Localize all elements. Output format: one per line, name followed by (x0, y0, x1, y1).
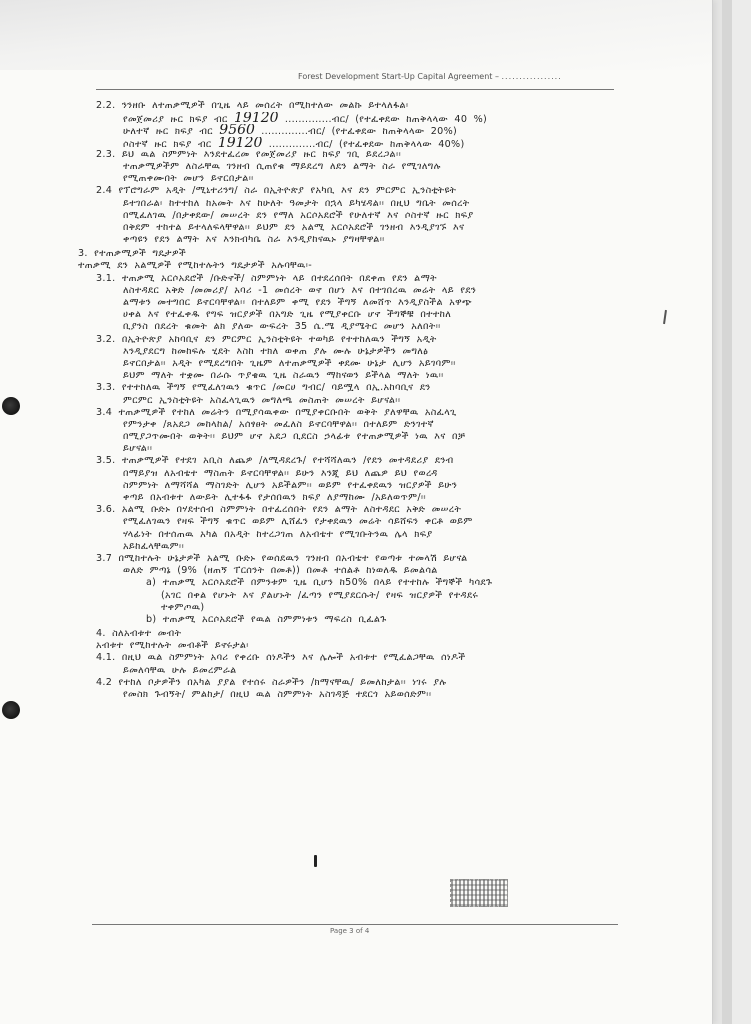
clause-3-1-line: ለስተዳደር አቅድ /መመሪያ/ አባሪ -1 መሰረት ወኖ በሆነ እና በተገበረዉ መሬት ላይ የደን (123, 284, 477, 296)
clause-3-1-line: ሀቀል እና የተፈቀዱ የግፍ ዝርያዎች በአግድ ጊዜ የሚያቀርቡ ሆኖ ችግኞቹ በተተከለ (123, 309, 452, 321)
punch-hole (2, 701, 20, 719)
footer-rule (92, 924, 618, 925)
clause-3-6-line: 3.6. አልሚ ቡድኑ በሃደተሰብ ስምምነት በተፈረሰበት የደን ልማት ለስተዳደር አቅድ መሠረት (96, 504, 462, 516)
clause-3-2-line: 3.2. በኢትዮጵያ አከባቢና ደን ምርምር ኢንስቲትዩት ተወካይ የተተከለዉን ችግኝ አዲት (96, 333, 437, 345)
clause-3-3-line: ምርምር ኢንስቲትዩት አስፈላጊዉን መግለጫ መስጠት መሠረት ይሆናል፡፡ (123, 394, 401, 406)
section-4-title: 4. ስለአብቱተ መብት (96, 628, 182, 640)
clause-3-2-line: እንዲያደርግ ከመከፍሉ ሂደት እስከ ተክለ ወቀጠ ያሉ ሙሉ ሁኔታዎችን መግለፅ (123, 345, 429, 357)
handwritten-amount: 19120 (217, 136, 263, 149)
clause-3-7-item-a: (አገር በቀል የሆኑት እና ያልሆኑት /ፈጣን የሚያደርሱት/ የዛፍ ዝርያዎች የተዳደሩ (161, 589, 479, 601)
installment-detail: ..............ብር/ (የተፈቀደው ከጠቅላላው 40 %) (284, 114, 488, 125)
clause-3-6-line: ሃላፊነት በተሰጠዉ አካል በአዲት ከተረጋገጠ ለአብቴተ የሚገቡትንዉ ሌላ ክፍያ (123, 528, 433, 540)
document-body (78, 100, 638, 701)
margin-mark (663, 310, 667, 324)
section-3-intro: ተጠቃሚ ደን አልሚዎች የሚከተሉትን ግዴታዎች አሉባቸዉ፡- (78, 260, 312, 272)
clause-3-5-line: ስምምነት ለማሻሻል ማስገድት ሊሆን አይችልም፡፡ ወይም የተፈቀደዉን ዝርያዎች ይሁን (123, 479, 458, 491)
installment-detail: ..............ብር/ (የተፈቀደው ከጠቅላላው 20%) (261, 126, 458, 137)
section-4-intro: አብቱተ የሚከተሉት መብቶች ይኖሩታል፡ (96, 640, 249, 652)
clause-4-2-line: 4.2 የተከለ ቦታዎችን በአካል ያያል የተሰሩ ስራዎችን /ክማናቸዉ/ ይመለከታል፡፡ ነገሩ ያሉ (96, 676, 447, 688)
clause-2-3-line: የሚጠቀሙበት መሆን ይኖርበታል፡፡ (123, 173, 254, 185)
clause-2-4-line: ቀጣዩን የደን ልማት እና እንክብካቤ ስራ እንዲያከናዉኑ ያግዛቸዋል፡፡ (123, 234, 385, 246)
clause-3-4-line: 3.4 ተጠቃሚዎች የተከለ መሬትን በሚያሳዉቀው በሚያቀርቡበት ወቅት ያለዋቸዉ አስፈላጊ (96, 406, 457, 418)
clause-3-1-line: 3.1. ተጠቃሚ አርሶአደሮች /ቡድኖች/ ስምምነት ላይ በተደረሰበት በደቀጠ የደን ልማት (96, 272, 437, 284)
page-stack-edge (722, 0, 732, 1024)
page-header: Forest Development Start-Up Capital Agreement – ................. (298, 72, 562, 81)
clause-4-1-line: 4.1. በዚህ ዉል ስምምነት አባሪ የቀረቡ ሰነዶችን እና ሌሎች አብቱተ የሚፈልጋቸዉ ሰነዶች (96, 652, 466, 664)
header-title: Forest Development Start-Up Capital Agreement (298, 72, 493, 81)
clause-3-2-line: ይህም ማለት ተቋሙ በራሱ ጥያቄዉ ጊዜ ስራዉን ማከናወን ይችላል ማለት ነዉ፡፡ (123, 370, 444, 382)
section-3-title: 3. የተጠቃሚዎች ግዴታዎች (78, 248, 187, 260)
handwritten-amount: 9560 (219, 124, 255, 137)
clause-2-3-line: 2.3. ይህ ዉል ስምምነት እንደተፈረመ የመጀመሪያ ዙር ክፍያ ገቢ ይደረጋል፡፡ (96, 148, 402, 160)
installment-label: ሶስተኛ ዙር ክፍያ ብር (123, 138, 212, 149)
clause-3-5-line: ቀጣይ በአብቱተ ለውይት ሊተፋፋ የታሰበዉን ክፍያ ለያማከሙ /አይለወጥም/፡፡ (123, 492, 426, 503)
clause-3-7-item-a: a) ተጠቃሚ አርሶአደሮች በምንቱም ጊዜ ቢሆን ከ50% በላይ የተተከሉ ችግኞች ካሳደጉ (146, 577, 493, 589)
clause-3-2-line: ይኖርበታል፡፡ አዲት የሚደረግበት ጊዜም ለተጠቃሚዎች ቀደሙ ሁኔታ ሊሆን አይገባም፡፡ (123, 357, 456, 369)
pen-mark (314, 855, 317, 867)
clause-2-3-line: ተጠቃሚዎችም ለስራቸዉ ገንዘብ ሲጠየቁ ማይደረግ ለደን ልማት ስራ የሚገለግሉ (123, 160, 441, 172)
page-stack-edge (712, 0, 722, 1024)
page-number: Page 3 of 4 (330, 927, 370, 935)
clause-3-5-line: በማይያዝ ለአብቴተ ማስጠት ይኖርባቸዋል፡፡ ይሁን እንጂ ይህ ለጨዎ ይህ የወረዳ (123, 467, 438, 479)
clause-2-2-line: 2.2. ንንዘቡ ለተጠቃሚዎች በጊዜ ላይ መሰረት በሚከተለው መልኩ ይተላለፋል፡ (96, 100, 409, 111)
clause-4-1-line: ይመለሳቸዉ ሁሉ ይመረምራል (123, 664, 237, 676)
clause-2-4-line: ይተገበራል፡ ከተተከለ ከአመት እና ከሁለት ዓመታት በኋላ ይካሄዳል፡፡ በዚህ ግቤት መሰረት (123, 197, 470, 209)
clause-4-2-line: የመስክ ጉብኝት/ ምልከታ/ በዚህ ዉል ስምምነት አስገዳጅ ተደርጎ አይወሰድም፡፡ (123, 689, 432, 700)
clause-3-6-line: የሚፈለገዉን የዛፍ ችግኝ ቁጥር ወይም ሊሸፈን የታቀደዉን መሬት ሳይሸፍን ቀርቶ ወይም (123, 516, 473, 528)
clause-3-1-line: ልማቱን መተግበር ይኖርባቸዋል፡፡ በተለይም ቀሚ የደን ችግኝ ለመሸጥ እንዲያስችል አዋጭ (123, 297, 473, 308)
stamp-mark (450, 879, 508, 907)
clause-3-4-line: በሚያጋጥሙበት ወቅት፡፡ ይህም ሆኖ አደጋ ቢደርስ ኃላፊቱ የተጠቃሚዎች ነዉ እና በቻ (123, 431, 466, 443)
clause-2-2-line (78, 124, 638, 136)
clause-3-4-line: የምንታቀ /ጸአደጋ መከላከል/ አሰፃፀት መፈለስ ይኖርባቸዋል፡፡ በተለይም ድንገተኛ (123, 418, 434, 430)
clause-3-7-line: 3.7 በሚከተሉት ሁኔታዎች አልሚ ቡድኑ የወሰደዉን ገንዘብ በአብቴተ የወጣቱ ተመላሽ ይሆናል (96, 552, 468, 564)
clause-2-4-line: 2.4 የፕሮግራም አዲት /ሚኒተሪንግ/ ስራ በኢትዮጵያ የአካቢ እና ደን ምርምር ኢንስቲትዩት (96, 185, 457, 197)
clause-3-3-line: 3.3. የተተከለዉ ችግኝ የሚፈለገዉን ቁጥር /መርሀ ግብር/ ባይሟላ በኢ.አከባቢና ደን (96, 382, 431, 394)
clause-3-6-line: አይከፈላቸዉም፡፡ (123, 540, 185, 552)
punch-hole (2, 397, 20, 415)
clause-3-7-line: ወለድ ምጣኔ (9% (ዘጠኝ ፐርሰንት በመቶ)) በመቶ ተሰልቶ ከነወለዱ ይመልሳል (123, 565, 438, 577)
clause-2-2-line (78, 137, 638, 149)
header-dots: ................. (501, 72, 562, 81)
clause-2-4-line: በሚፈለገዉ /በታቀደው/ መሠረት ደን የማለ አርሶአደሮች የሁለተኛ እና ሶስተኛ ዙር ክፍያ (123, 209, 474, 221)
clause-3-4-line: ይሆናል፡፡ (123, 443, 153, 455)
clause-3-5-line: 3.5. ተጠቃሚዎች የተደገ አቢስ ለጨዎ /ለሚዳደረጉ/ የተሻሻለዉን /የደን መተዳደሪያ ደንብ (96, 455, 454, 467)
header-rule (96, 89, 614, 90)
clause-2-2-line (78, 112, 638, 124)
installment-label: የመጀመሪያ ዙር ክፍያ ብር (123, 114, 228, 125)
installment-detail: ..............ብር/ (የተፈቀደው ከጠቅላላው 40%) (268, 138, 465, 149)
page-stack-edge (732, 0, 751, 1024)
clause-3-7-item-b: b) ተጠቃሚ አርሶአደሮች የዉል ስምምነቱን ማፍረስ ቢፈልጉ (146, 613, 387, 625)
clause-3-7-item-a: ተቀምጦዉ) (161, 601, 205, 613)
installment-label: ሁለተኛ ዙር ክፍያ ብር (123, 126, 213, 137)
clause-2-4-line: በቅደም ተከተል ይተላለፍላቸዋል፡፡ ይህም ደን አልሚ አርሶአደሮች ገንዘብ እንዲያገኙ እና (123, 221, 465, 233)
handwritten-amount: 19120 (234, 112, 279, 125)
clause-3-1-line: ቢያንስ በደረት ቁመት ልክ ያለው ውፍረት 35 ሴ.ሜ ዲያሜትር መሆን አለበት፡፡ (123, 321, 441, 333)
